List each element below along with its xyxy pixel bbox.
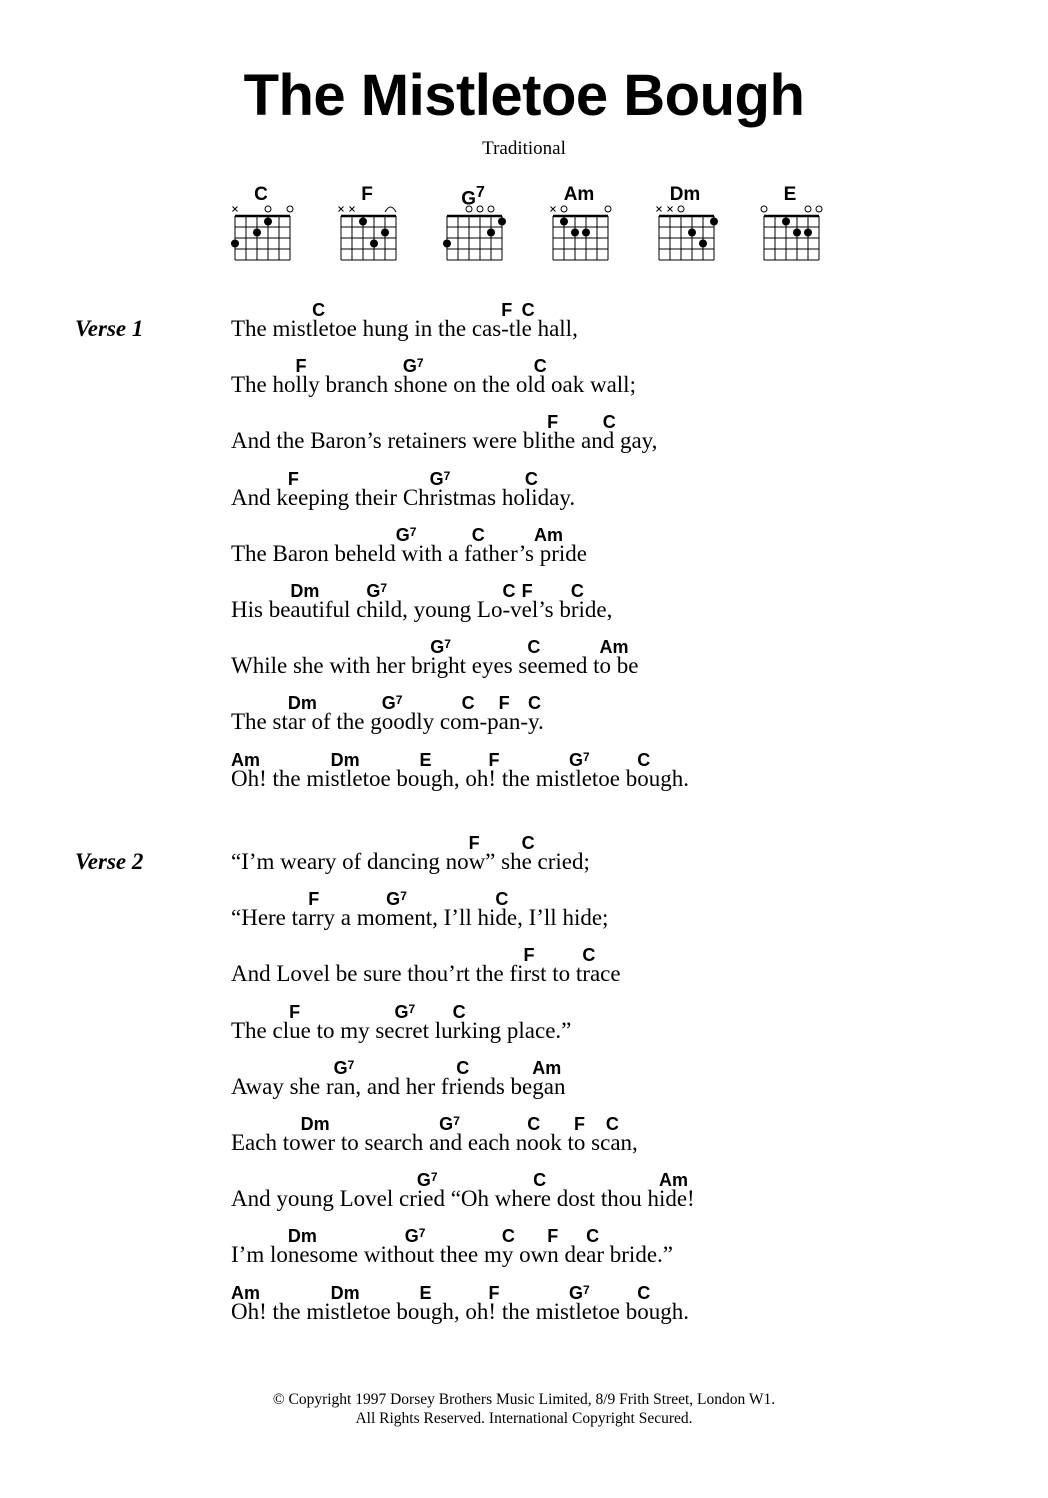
- lyric-line: [231, 412, 931, 468]
- finger-dot: [253, 229, 261, 237]
- fretboard-grid: [549, 204, 615, 264]
- chord-symbol: C: [502, 581, 516, 601]
- chord-diagram-am: [549, 184, 629, 264]
- section-label: Verse 1: [75, 316, 144, 341]
- chord-symbol: C: [521, 300, 535, 320]
- lyric-line: [231, 1058, 931, 1114]
- chord-diagram-c: [231, 184, 311, 264]
- song-title: The Mistletoe Bough: [243, 63, 805, 128]
- chord-symbol: $G^7$: [416, 1170, 438, 1191]
- chord-diagram-g7: [443, 184, 523, 264]
- chord-symbol: $G^7$: [381, 693, 403, 714]
- lyric-text: While she with her bright eyes seemed to be: [231, 653, 639, 679]
- lyric-line: [231, 525, 931, 581]
- chord-symbol: F: [488, 1282, 500, 1303]
- open-string-marker: [287, 206, 293, 212]
- finger-dot: [487, 229, 495, 237]
- open-string-marker: [265, 206, 271, 212]
- chord-diagram-name: Am: [563, 184, 595, 205]
- chord-symbol: C: [605, 1114, 619, 1134]
- lyric-line: [231, 750, 931, 806]
- chord-symbol: C: [637, 1282, 651, 1303]
- finger-dot: [359, 218, 367, 226]
- chord-symbol: $G^7$: [568, 749, 590, 770]
- chord-symbol: F: [488, 749, 500, 770]
- chord-symbol: $G^7$: [439, 1114, 460, 1134]
- chord-diagram-f: [337, 184, 417, 264]
- finger-dot: [443, 240, 451, 248]
- lyric-text: Oh! the mistletoe bough, oh! the mistletoe bough.: [231, 1298, 690, 1324]
- chord-symbol: Am: [231, 1282, 261, 1303]
- lyric-text: “I’m weary of dancing now” she cried;: [231, 849, 590, 874]
- copyright-notice: [0, 1390, 1048, 1428]
- chord-diagram-name: Dm: [669, 184, 701, 205]
- chord-symbol: $G^7$: [402, 356, 424, 377]
- chord-diagram-dm: [655, 184, 735, 264]
- chord-symbol: Am: [599, 637, 629, 658]
- chord-symbol: Dm: [300, 1114, 330, 1134]
- chord-symbol: C: [602, 412, 616, 433]
- open-string-marker: [605, 206, 611, 212]
- open-string-marker: [816, 206, 822, 212]
- chord-symbol: $G^7$: [429, 468, 451, 489]
- chord-symbol: C: [582, 945, 596, 966]
- open-string-marker: [805, 206, 811, 212]
- open-string-marker: [678, 206, 684, 212]
- chord-symbol: $G^7$: [568, 1282, 590, 1303]
- finger-dot: [370, 240, 378, 248]
- chord-diagram-name: C: [254, 184, 268, 205]
- finger-dot: [582, 229, 590, 237]
- finger-dot: [699, 240, 707, 248]
- chord-symbol: Am: [231, 749, 261, 770]
- muted-string-marker: [350, 207, 355, 212]
- chord-symbol: F: [468, 833, 480, 853]
- finger-dot: [710, 218, 718, 226]
- chord-symbol: C: [637, 749, 651, 770]
- finger-dot: [688, 229, 696, 237]
- finger-dot: [264, 218, 272, 226]
- lyric-line: [231, 581, 931, 637]
- chord-symbol: E: [419, 749, 432, 770]
- chord-symbol: C: [533, 1170, 547, 1191]
- lyric-line: [231, 1283, 931, 1339]
- chord-diagram-name: E: [783, 184, 797, 205]
- lyric-text: Oh! the mistletoe bough, oh! the mistletoe bough.: [231, 765, 690, 791]
- lyric-text: And Lovel be sure thou’rt the first to trace: [231, 961, 621, 987]
- chord-symbol: F: [287, 468, 299, 489]
- chord-symbol: E: [419, 1282, 432, 1303]
- open-string-marker: [488, 206, 494, 212]
- open-string-marker: [561, 206, 567, 212]
- chord-symbol: F: [289, 1001, 301, 1022]
- barre-arc: [385, 207, 396, 212]
- lyric-line: [231, 945, 931, 1001]
- chord-symbol: C: [528, 693, 541, 714]
- chord-symbol: $G^7$: [430, 637, 451, 658]
- fretboard-grid: [231, 204, 297, 264]
- chord-symbol: F: [308, 889, 320, 910]
- chord-symbol: C: [521, 833, 535, 853]
- chord-symbol: C: [471, 524, 485, 545]
- chord-symbol: $G^7$: [395, 524, 417, 545]
- chord-symbol: F: [547, 1226, 559, 1247]
- chord-symbol: C: [501, 1226, 515, 1247]
- chord-symbol: C: [452, 1001, 466, 1022]
- fretboard-grid: [760, 204, 826, 264]
- lyric-line: [231, 469, 931, 525]
- chord-symbol: Am: [532, 1057, 562, 1078]
- lyric-text: The Baron beheld with a father’s pride: [231, 540, 587, 566]
- chord-symbol: F: [547, 412, 559, 433]
- muted-string-marker: [233, 207, 238, 212]
- chord-diagram-e: [760, 184, 840, 264]
- finger-dot: [571, 229, 579, 237]
- chord-symbol: Dm: [290, 581, 320, 601]
- chord-symbol: Dm: [287, 693, 317, 714]
- chord-diagram-name: $G^7$: [461, 184, 485, 210]
- lyric-text: Away she ran, and her friends began: [231, 1073, 566, 1099]
- chord-symbol: Am: [658, 1170, 688, 1191]
- finger-dot: [498, 218, 506, 226]
- chord-symbol: Dm: [330, 749, 360, 770]
- chord-symbol: F: [295, 356, 307, 377]
- finger-dot: [560, 218, 568, 226]
- chord-symbol: $G^7$: [366, 581, 388, 601]
- lyric-text: And the Baron’s retainers were blithe and gay,: [231, 428, 658, 454]
- chord-symbol: Am: [533, 524, 563, 545]
- lyric-line: [231, 300, 931, 356]
- muted-string-marker: [551, 207, 556, 212]
- chord-symbol: Dm: [330, 1282, 360, 1303]
- open-string-marker: [761, 206, 767, 212]
- chord-symbol: C: [312, 300, 326, 320]
- lyric-text: “Here tarry a moment, I’ll hide, I’ll hide;: [231, 905, 609, 931]
- lyric-text: The mistletoe hung in the cas-tle hall,: [231, 316, 578, 341]
- chord-symbol: F: [501, 300, 513, 320]
- lyric-line: [231, 693, 931, 749]
- chord-diagram-name: F: [361, 184, 373, 205]
- lyric-text: The holly branch shone on the old oak wall;: [231, 372, 636, 398]
- chord-symbol: C: [570, 581, 584, 601]
- open-string-marker: [477, 206, 483, 212]
- chord-symbol: C: [527, 1114, 541, 1134]
- finger-dot: [782, 218, 790, 226]
- lyric-text: I’m lonesome without thee my own dear bride.”: [231, 1242, 673, 1268]
- chord-symbol: F: [521, 581, 533, 601]
- fretboard-grid: [337, 204, 403, 264]
- lyric-line: [231, 1114, 931, 1170]
- chord-symbol: C: [495, 889, 509, 910]
- section-label: Verse 2: [75, 849, 144, 874]
- muted-string-marker: [657, 207, 662, 212]
- chord-symbol: C: [533, 356, 547, 377]
- finger-dot: [804, 229, 812, 237]
- lyric-line: [231, 833, 931, 889]
- chord-symbol: Dm: [287, 1226, 317, 1247]
- chord-symbol: $G^7$: [394, 1001, 416, 1022]
- chord-symbol: F: [498, 693, 510, 714]
- fretboard-grid: [443, 204, 509, 264]
- chord-symbol: C: [527, 637, 541, 658]
- chord-symbol: C: [461, 693, 475, 714]
- lyric-line: [231, 1002, 931, 1058]
- lyric-text: And young Lovel cried “Oh where dost thou hide!: [231, 1186, 695, 1212]
- copyright-line-2: All Rights Reserved. International Copyright Secured.: [355, 1410, 693, 1427]
- lyric-text: His beautiful child, young Lo-vel’s bride,: [231, 597, 613, 622]
- lyric-text: The clue to my secret lurking place.”: [231, 1017, 572, 1043]
- chord-symbol: C: [586, 1226, 600, 1247]
- lyric-text: Each tower to search and each nook to scan,: [231, 1130, 638, 1155]
- chord-symbol: F: [523, 945, 535, 966]
- song-credit: Traditional: [482, 138, 566, 159]
- finger-dot: [381, 229, 389, 237]
- lyric-line: [231, 1170, 931, 1226]
- open-string-marker: [466, 206, 472, 212]
- chord-symbol: C: [456, 1057, 470, 1078]
- copyright-line-1: © Copyright 1997 Dorsey Brothers Music Limited, 8/9 Frith Street, London W1.: [272, 1391, 776, 1408]
- chord-symbol: $G^7$: [404, 1226, 426, 1247]
- fretboard-grid: [655, 204, 721, 264]
- lyric-line: [231, 637, 931, 693]
- chord-symbol: $G^7$: [386, 889, 407, 910]
- lyric-line: [231, 889, 931, 945]
- muted-string-marker: [339, 207, 344, 212]
- chord-symbol: $G^7$: [333, 1057, 355, 1078]
- lyric-line: [231, 1226, 931, 1282]
- lyric-text: The star of the goodly com-pan-y.: [231, 709, 544, 735]
- finger-dot: [231, 240, 239, 248]
- finger-dot: [793, 229, 801, 237]
- muted-string-marker: [668, 207, 673, 212]
- chord-symbol: C: [524, 468, 538, 489]
- chord-symbol: F: [573, 1114, 585, 1134]
- lyric-text: And keeping their Christmas holiday.: [231, 484, 576, 510]
- lyric-line: [231, 356, 931, 412]
